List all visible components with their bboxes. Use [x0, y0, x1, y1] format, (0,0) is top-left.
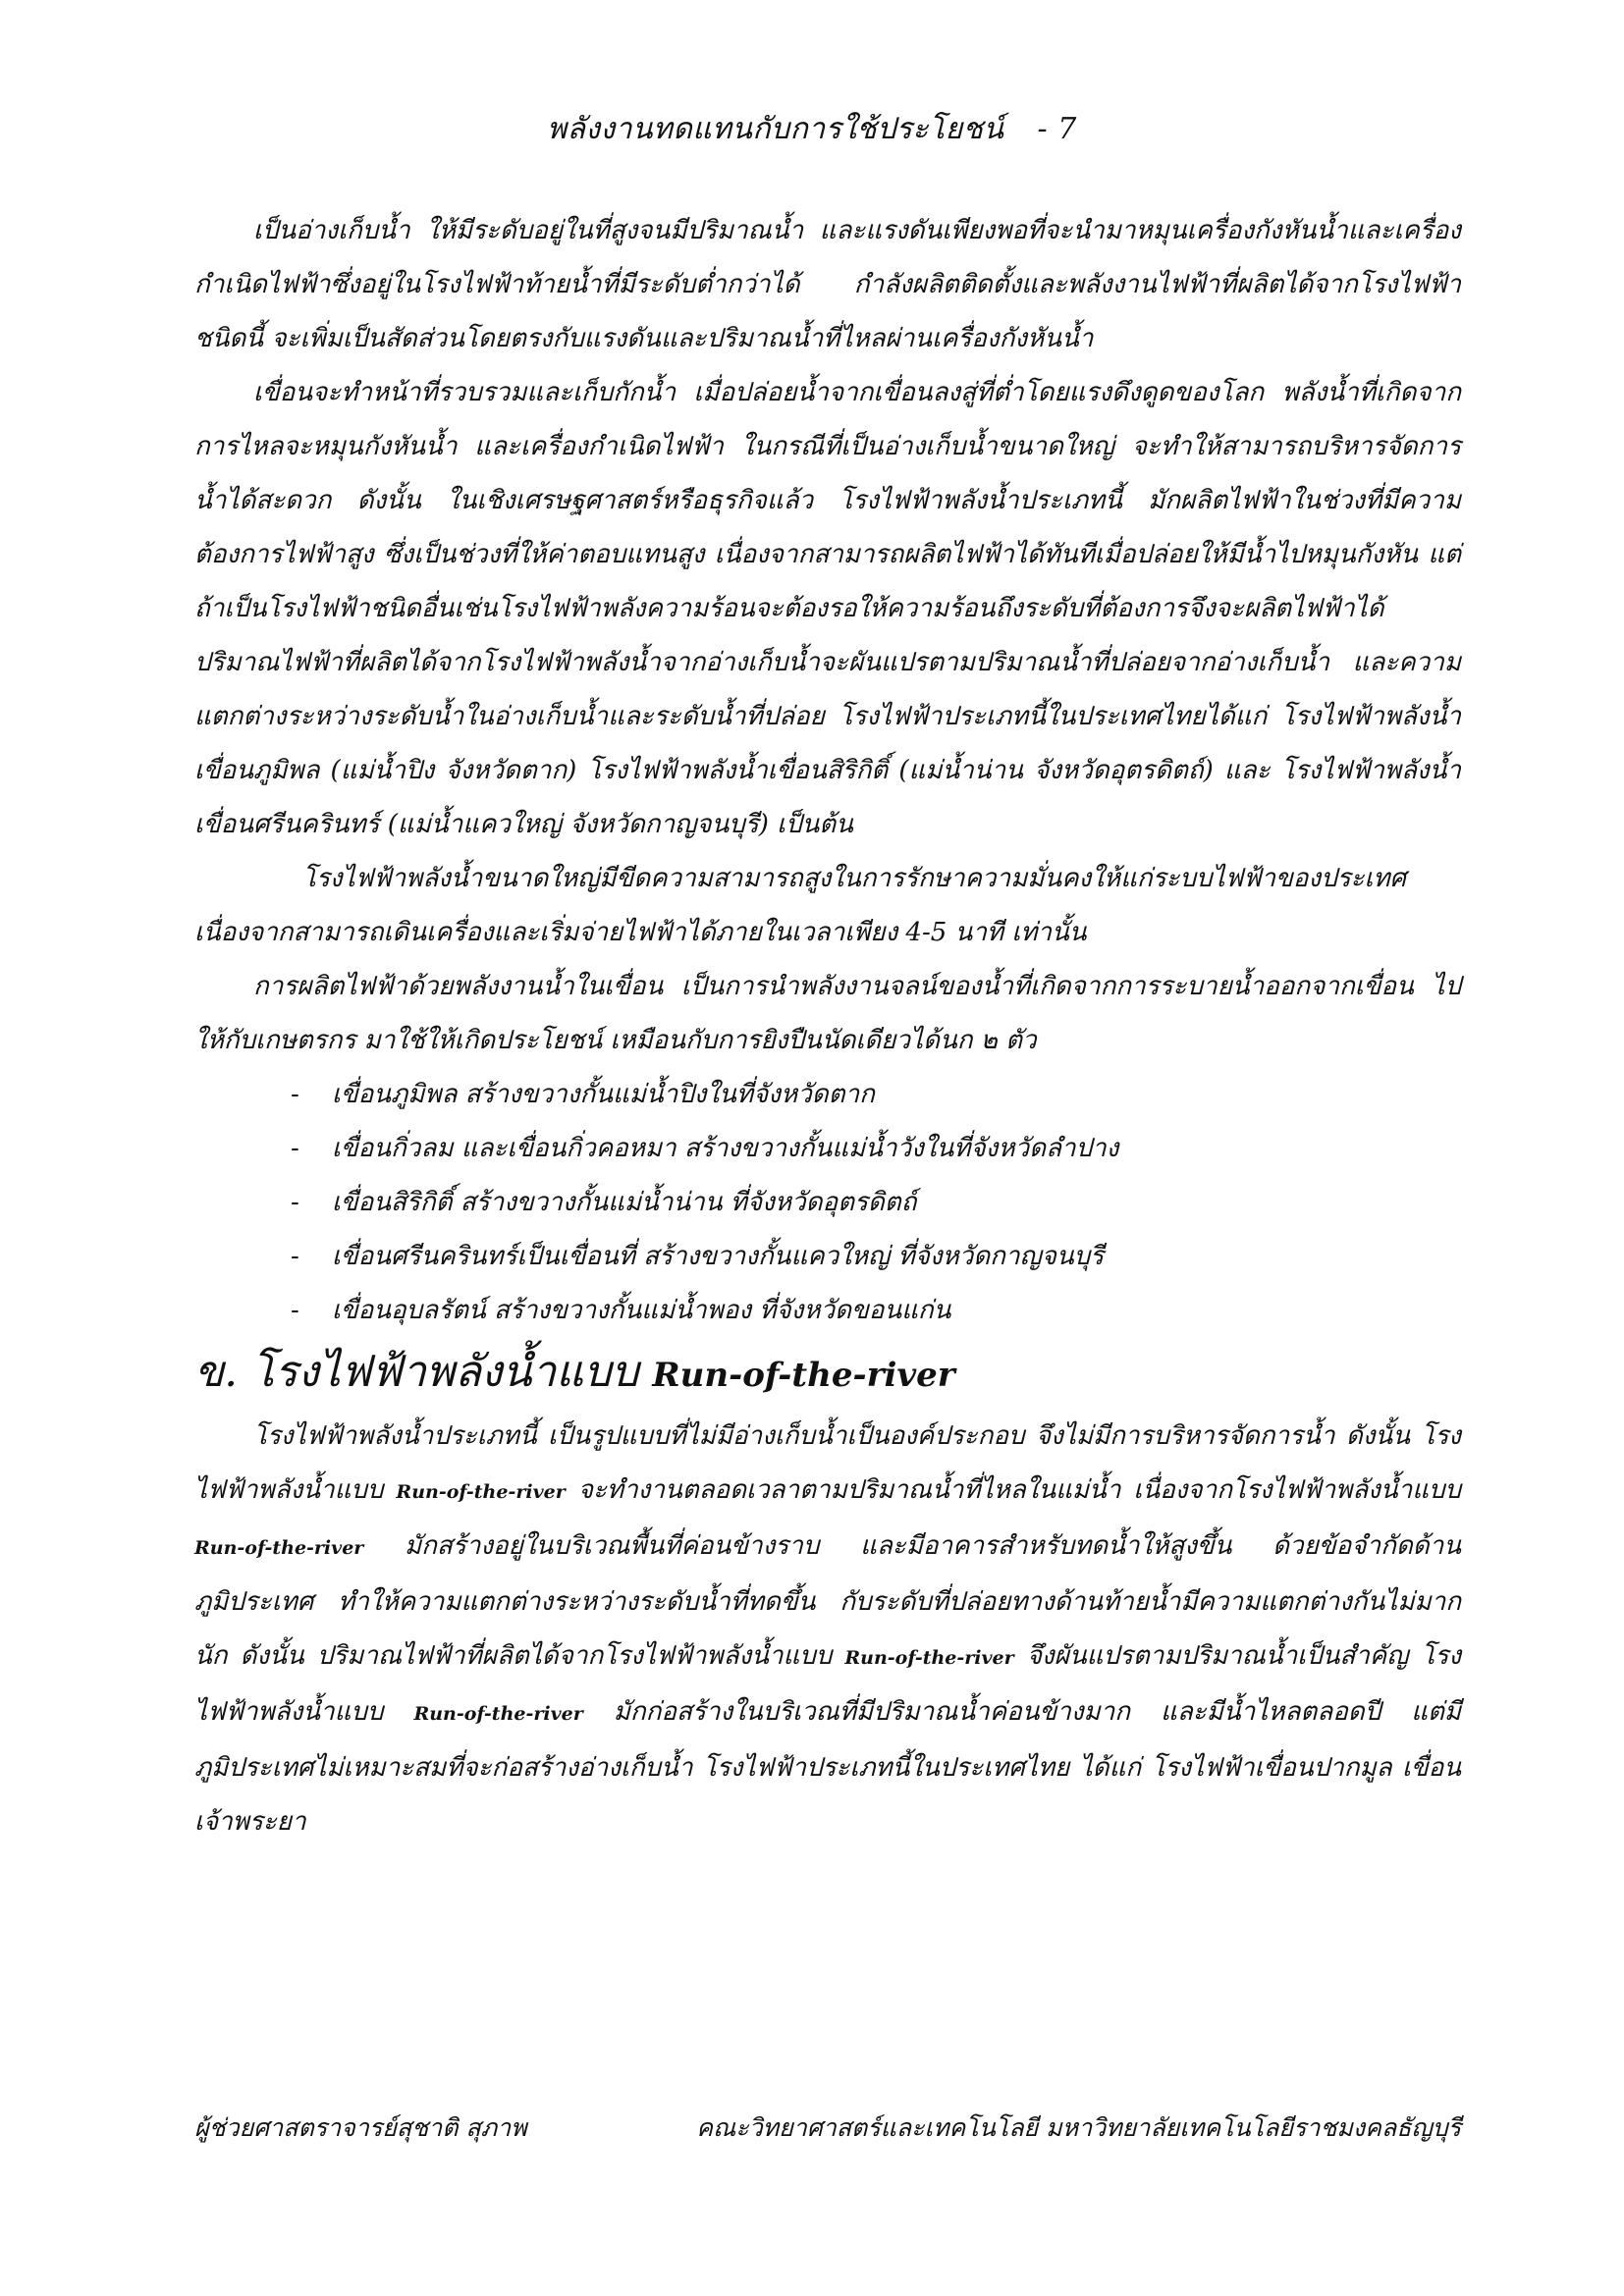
- footer-institution: คณะวิทยาศาสตร์และเทคโนโลยี มหาวิทยาลัยเทคโนโลยีราชมงคลธัญบุรี: [696, 2113, 1461, 2142]
- bullet-dash: -: [291, 1242, 299, 1271]
- list-item: - เขื่อนศรีนครินทร์เป็นเขื่อนที่ สร้างขวางกั้นแควใหญ่ ที่จังหวัดกาญจนบุรี: [291, 1230, 1461, 1284]
- bullet-dash: -: [291, 1188, 299, 1217]
- dam-list: [194, 1068, 1461, 1338]
- footer-author: ผู้ช่วยศาสตราจารย์สุชาติ สุภาพ: [194, 2113, 527, 2142]
- bullet-dash: -: [291, 1134, 299, 1163]
- list-item: - เขื่อนสิริกิติ์ สร้างขวางกั้นแม่น้ำน่าน ที่จังหวัดอุตรดิตถ์: [291, 1176, 1461, 1230]
- bullet-dash: -: [291, 1296, 299, 1325]
- paragraph-run-of-river: โรงไฟฟ้าพลังน้ำประเภทนี้ เป็นรูปแบบที่ไม่มีอ่างเก็บน้ำเป็นองค์ประกอบ จึงไม่มีการบริหารจัดการน้ำ ดังนั้น โรงไฟฟ้าพลังน้ำแบบ Run-of-the-river จะทำงานตลอดเวลาตามปริมาณน้ำที่ไหลในแม่น้ำ เนื่องจากโรงไฟฟ้าพลังน้ำแบบ Run-of-the-river มักสร้างอยู่ในบริเวณพื้นที่ค่อนข้างราบ และมีอาคารสำหรับทดน้ำให้สูงขึ้น ด้วยข้อจำกัดด้านภูมิประเทศ ทำให้ความแตกต่างระหว่างระดับน้ำที่ทดขึ้น กับระดับที่ปล่อยทางด้านท้ายน้ำมีความแตกต่างกันไม่มากนัก ดังนั้น ปริมาณไฟฟ้าที่ผลิตได้จากโรงไฟฟ้าพลังน้ำแบบ Run-of-the-river จึงผันแปรตามปริมาณน้ำเป็นสำคัญ โรงไฟฟ้าพลังน้ำแบบ Run-of-the-river มักก่อสร้างในบริเวณที่มีปริมาณน้ำค่อนข้างมาก และมีน้ำไหลตลอดปี แต่มีภูมิประเทศไม่เหมาะสมที่จะก่อสร้างอ่างเก็บน้ำ โรงไฟฟ้าประเภทนี้ในประเทศไทย ได้แก่ โรงไฟฟ้าเขื่อนปากมูล เขื่อนเจ้าพระยา: [194, 1421, 1462, 1837]
- section-heading: ข. โรงไฟฟ้าพลังน้ำแบบ Run-of-the-river: [194, 1347, 955, 1397]
- body-text: [194, 204, 1461, 1849]
- term-run-of-river: Run-of-the-river: [194, 1537, 364, 1559]
- section-heading-english: Run-of-the-river: [652, 1356, 955, 1395]
- list-item: - เขื่อนภูมิพล สร้างขวางกั้นแม่น้ำปิงในที่จังหวัดตาก: [291, 1068, 1461, 1122]
- list-item: - เขื่อนอุบลรัตน์ สร้างขวางกั้นแม่น้ำพอง ที่จังหวัดขอนแก่น: [291, 1284, 1461, 1338]
- term-run-of-river: Run-of-the-river: [844, 1647, 1014, 1669]
- list-item: - เขื่อนกิ่วลม และเขื่อนกิ่วคอหมา สร้างขวางกั้นแม่น้ำวังในที่จังหวัดลำปาง: [291, 1122, 1461, 1176]
- page-number: - 7: [1037, 112, 1077, 146]
- term-run-of-river: Run-of-the-river: [413, 1703, 583, 1725]
- running-header: [0, 106, 1624, 152]
- term-run-of-river: Run-of-the-river: [396, 1481, 566, 1503]
- paragraph-grid-stability: โรงไฟฟ้าพลังน้ำขนาดใหญ่มีขีดความสามารถสูงในการรักษาความมั่นคงให้แก่ระบบไฟฟ้าของประเทศ เนื่องจากสามารถเดินเครื่องและเริ่มจ่ายไฟฟ้าได้ภายในเวลาเพียง 4-5 นาที เท่านั้น: [194, 864, 1407, 947]
- paragraph-reservoir-continued: เป็นอ่างเก็บน้ำ ให้มีระดับอยู่ในที่สูงจนมีปริมาณน้ำ และแรงดันเพียงพอที่จะนำมาหมุนเครื่องกังหันน้ำและเครื่องกำเนิดไฟฟ้าซึ่งอยู่ในโรงไฟฟ้าท้ายน้ำที่มีระดับต่ำกว่าได้ กำลังผลิตติดตั้งและพลังงานไฟฟ้าที่ผลิตได้จากโรงไฟฟ้าชนิดนี้ จะเพิ่มเป็นสัดส่วนโดยตรงกับแรงดันและปริมาณน้ำที่ไหลผ่านเครื่องกังหันน้ำ: [194, 216, 1461, 353]
- paragraph-irrigation-benefit: การผลิตไฟฟ้าด้วยพลังงานน้ำในเขื่อน เป็นการนำพลังงานจลน์ของน้ำที่เกิดจากการระบายน้ำออกจากเขื่อน ไปให้กับเกษตรกร มาใช้ให้เกิดประโยชน์ เหมือนกับการยิงปืนนัดเดียวได้นก ๒ ตัว: [194, 972, 1461, 1055]
- header-title: พลังงานทดแทนกับการใช้ประโยชน์: [547, 112, 1004, 146]
- paragraph-dam-function: เขื่อนจะทำหน้าที่รวบรวมและเก็บกักน้ำ เมื่อปล่อยน้ำจากเขื่อนลงสู่ที่ต่ำโดยแรงดึงดูดของโลก พลังน้ำที่เกิดจากการไหลจะหมุนกังหันน้ำ และเครื่องกำเนิดไฟฟ้า ในกรณีที่เป็นอ่างเก็บน้ำขนาดใหญ่ จะทำให้สามารถบริหารจัดการน้ำได้สะดวก ดังนั้น ในเชิงเศรษฐศาสตร์หรือธุรกิจแล้ว โรงไฟฟ้าพลังน้ำประเภทนี้ มักผลิตไฟฟ้าในช่วงที่มีความต้องการไฟฟ้าสูง ซึ่งเป็นช่วงที่ให้ค่าตอบแทนสูง เนื่องจากสามารถผลิตไฟฟ้าได้ทันทีเมื่อปล่อยให้มีน้ำไปหมุนกังหัน แต่ถ้าเป็นโรงไฟฟ้าชนิดอื่นเช่นโรงไฟฟ้าพลังความร้อนจะต้องรอให้ความร้อนถึงระดับที่ต้องการจึงจะผลิตไฟฟ้าได้ ปริมาณไฟฟ้าที่ผลิตได้จากโรงไฟฟ้าพลังน้ำจากอ่างเก็บน้ำจะผันแปรตามปริมาณน้ำที่ปล่อยจากอ่างเก็บน้ำ และความแตกต่างระหว่างระดับน้ำในอ่างเก็บน้ำและระดับน้ำที่ปล่อย โรงไฟฟ้าประเภทนี้ในประเทศไทยได้แก่ โรงไฟฟ้าพลังน้ำเขื่อนภูมิพล (แม่น้ำปิง จังหวัดตาก) โรงไฟฟ้าพลังน้ำเขื่อนสิริกิติ์ (แม่น้ำน่าน จังหวัดอุตรดิตถ์) และ โรงไฟฟ้าพลังน้ำเขื่อนศรีนครินทร์ (แม่น้ำแควใหญ่ จังหวัดกาญจนบุรี) เป็นต้น: [194, 378, 1461, 839]
- bullet-dash: -: [291, 1080, 299, 1109]
